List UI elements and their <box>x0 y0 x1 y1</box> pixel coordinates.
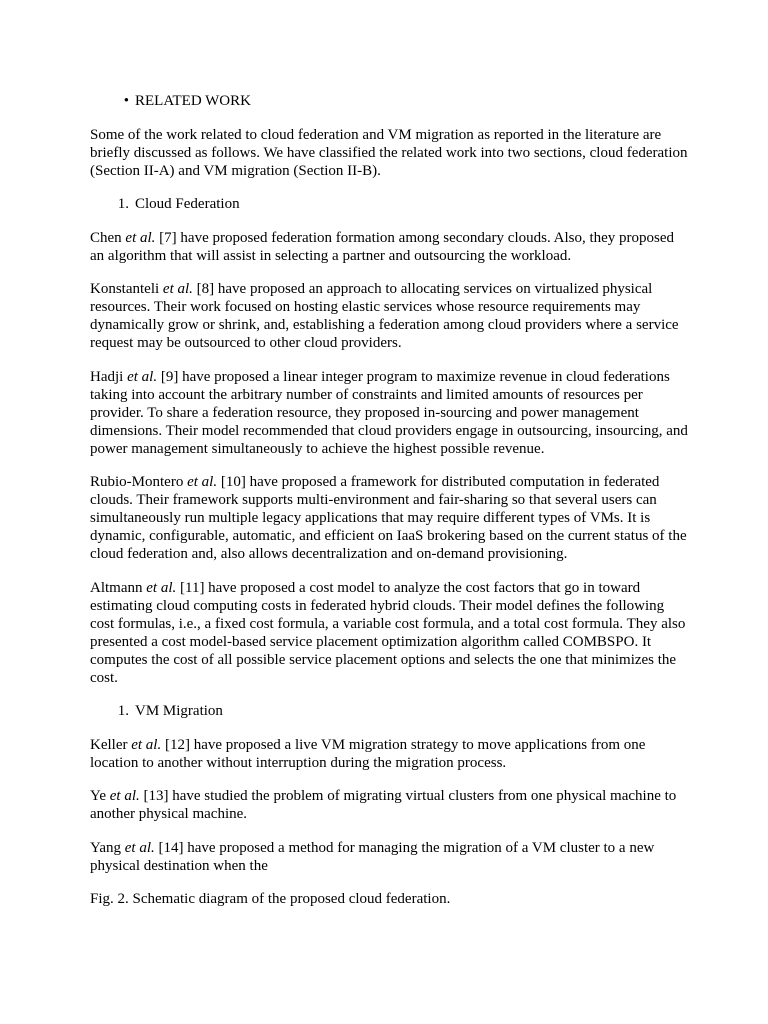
ref-paragraph-hadji <box>90 368 690 458</box>
ref-author: Altmann <box>90 579 143 596</box>
ref-author: Hadji <box>90 368 124 385</box>
section-heading <box>90 92 690 110</box>
ref-etal: et al. <box>131 736 162 753</box>
ref-text: [10] have proposed a framework for distributed computation in federated clouds. Their framework supports multi-environment and fair-sharing so that several users can simultaneously run multiple legacy applications that may require different types of VMs. It is dynamic, configurable, automatic, and efficient on IaaS brokering based on the current status of the cloud federation and, also allows decentralization and on-demand provisioning. <box>90 474 687 562</box>
ref-text: [12] have proposed a live VM migration strategy to move applications from one location to another without interruption during the migration process. <box>90 736 646 771</box>
section-heading-label: RELATED WORK <box>135 93 251 109</box>
list-number: 1. <box>117 196 129 212</box>
ref-etal: et al. <box>109 788 140 804</box>
ref-paragraph-chen <box>90 229 690 265</box>
subsection-heading-cloud-federation <box>90 195 690 213</box>
ref-etal: et al. <box>125 229 156 246</box>
subsection-label: Cloud Federation <box>135 196 240 212</box>
ref-paragraph-yang <box>90 839 690 875</box>
ref-author: Keller <box>90 736 128 753</box>
subsection-label: VM Migration <box>135 703 223 719</box>
ref-author: Chen <box>90 229 122 246</box>
ref-author: Konstanteli <box>90 281 160 297</box>
subsection-heading-vm-migration <box>90 702 690 720</box>
ref-text: [13] have studied the problem of migrating virtual clusters from one physical machine to another physical machine. <box>90 788 677 822</box>
ref-paragraph-keller <box>90 736 690 772</box>
ref-author: Yang <box>90 839 121 856</box>
document-page <box>90 92 690 924</box>
intro-paragraph: Some of the work related to cloud federation and VM migration as reported in the literature are briefly discussed as follows. We have classified the related work into two sections, cloud federation (Section II-A) and VM migration (Section II-B). <box>90 126 688 179</box>
ref-etal: et al. <box>162 281 193 297</box>
ref-etal: et al. <box>146 579 177 596</box>
figure-caption: Fig. 2. Schematic diagram of the proposed cloud federation. <box>90 891 451 907</box>
ref-text: [9] have proposed a linear integer program to maximize revenue in cloud federations taking into account the arbitrary number of constraints and limited amounts of resources per provider. To share a federation resource, they proposed in-sourcing and power management dimensions. Their model recommended that cloud providers engage in outsourcing, insourcing, and power management simultaneously to achieve the highest possible revenue. <box>90 368 688 457</box>
ref-paragraph-ye <box>90 787 690 823</box>
ref-author: Rubio-Montero <box>90 474 184 490</box>
ref-text: [7] have proposed federation formation among secondary clouds. Also, they proposed an algorithm that will assist in selecting a partner and outsourcing the workload. <box>90 229 675 264</box>
ref-etal: et al. <box>124 839 155 856</box>
ref-text: [11] have proposed a cost model to analyze the cost factors that go in toward estimating cloud computing costs in federated hybrid clouds. Their model defines the following cost formulas, i.e., a fixed cost formula, a variable cost formula, and a total cost formula. They also presented a cost model-based service placement optimization algorithm called COMBSPO. It computes the cost of all possible service placement options and selects the one that minimizes the cost. <box>90 579 686 686</box>
ref-paragraph-altmann <box>90 579 690 687</box>
ref-etal: et al. <box>127 368 158 385</box>
ref-text: [14] have proposed a method for managing the migration of a VM cluster to a new physical destination when the <box>90 839 655 874</box>
ref-text: [8] have proposed an approach to allocating services on virtualized physical resources. Their work focused on hosting elastic services whose resource requirements may dynamically grow or shrink, and, establishing a federation among cloud providers where a service request may be outsourced to other cloud providers. <box>90 281 679 351</box>
bullet-marker: • <box>123 93 129 109</box>
ref-etal: et al. <box>187 474 218 490</box>
ref-author: Ye <box>90 788 106 804</box>
ref-paragraph-konstanteli <box>90 280 690 352</box>
list-number: 1. <box>117 703 129 719</box>
ref-paragraph-rubio-montero <box>90 473 690 563</box>
